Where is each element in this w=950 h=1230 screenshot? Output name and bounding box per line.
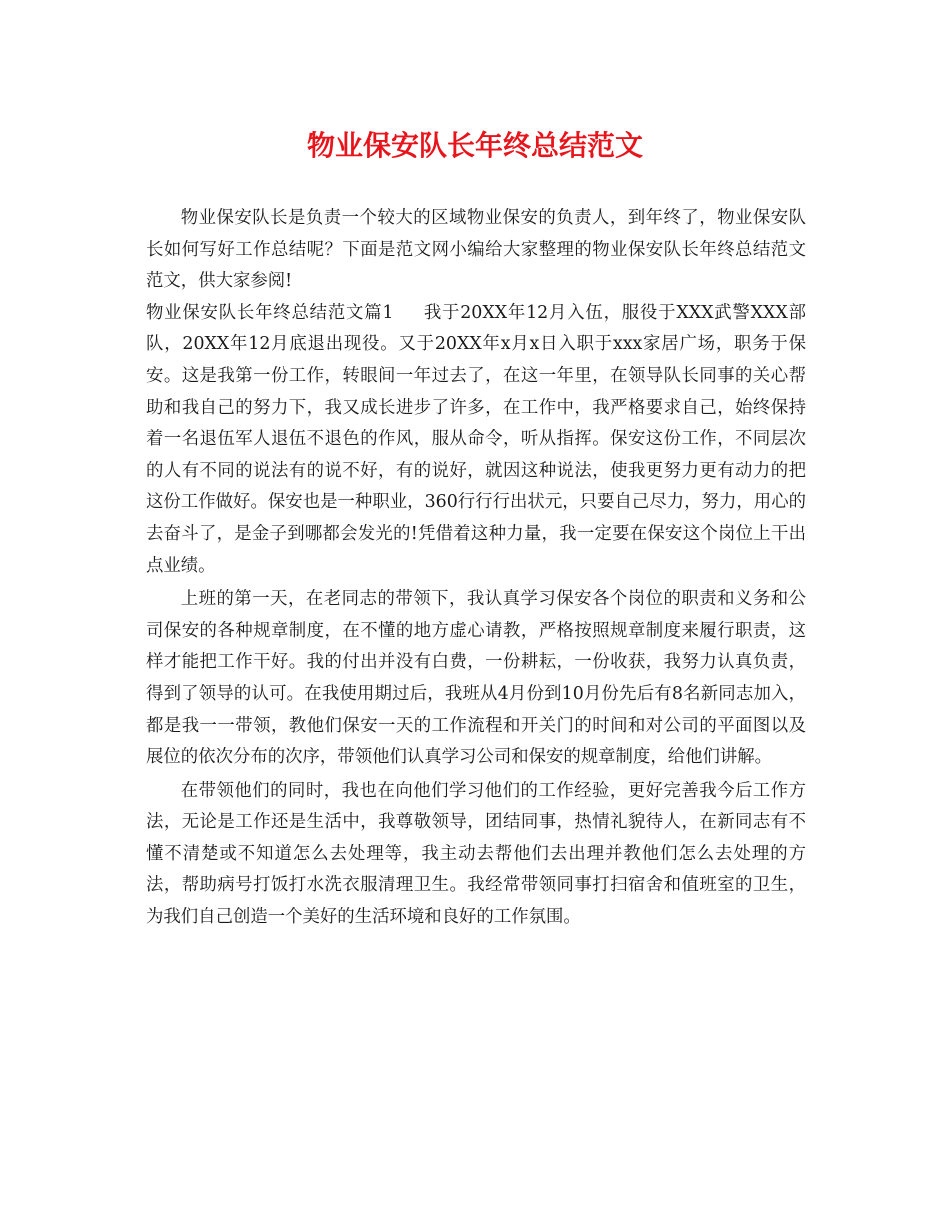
section-1-paragraph-2: 上班的第一天，在老同志的带领下，我认真学习保安各个岗位的职责和义务和公司保安的各种规章制度，在不懂的地方虚心请教，严格按照规章制度来履行职责，这样才能把工作干好。我的付出并没有白费，一份耕耘，一份收获，我努力认真负责，得到了领导的认可。在我使用期过后，我班从4月份到10月份先后有8名新同志加入，都是我一一带领，教他们保安一天的工作流程和开关门的时间和对公司的平面图以及展位的依次分布的次序，带领他们认真学习公司和保安的规章制度，给他们讲解。 [146,589,806,768]
section-label: 物业保安队长年终总结范文篇1 [146,302,394,323]
section-paragraph [146,298,806,582]
intro-paragraph: 物业保安队长是负责一个较大的区域物业保安的负责人，到年终了，物业保安队长如何写好工作总结呢？下面是范文网小编给大家整理的物业保安队长年终总结范文范文，供大家参阅! [146,208,806,292]
page-title: 物业保安队长年终总结范文 [306,129,643,162]
section-1-paragraph-3: 在带领他们的同时，我也在向他们学习他们的工作经验，更好完善我今后工作方法，无论是工作还是生活中，我尊敬领导，团结同事，热情礼貌待人，在新同志有不懂不清楚或不知道怎么去处理等，我主动去帮他们去出理并教他们怎么去处理的方法，帮助病号打饭打水洗衣服清理卫生。我经常带领同事打扫宿舍和值班室的卫生，为我们自己创造一个美好的生活环境和良好的工作氛围。 [146,780,806,928]
section-1-paragraph-1: 我于20XX年12月入伍，服役于XXX武警XXX部队，20XX年12月底退出现役。又于20XX年x月x日入职于xxx家居广场，职务于保安。这是我第一份工作，转眼间一年过去了，在这一年里，在领导队长同事的关心帮助和我自己的努力下，我又成长进步了许多，在工作中，我严格要求自己，始终保持着一名退伍军人退伍不退色的作风，服从命令，听从指挥。保安这份工作，不同层次的人有不同的说法有的说不好，有的说好，就因这种说法，使我更努力更有动力的把这份工作做好。保安也是一种职业，360行行行出状元，只要自己尽力，努力，用心的去奋斗了，是金子到哪都会发光的!凭借着这种力量，我一定要在保安这个岗位上干出点业绩。 [146,302,806,576]
document-body [146,203,806,934]
